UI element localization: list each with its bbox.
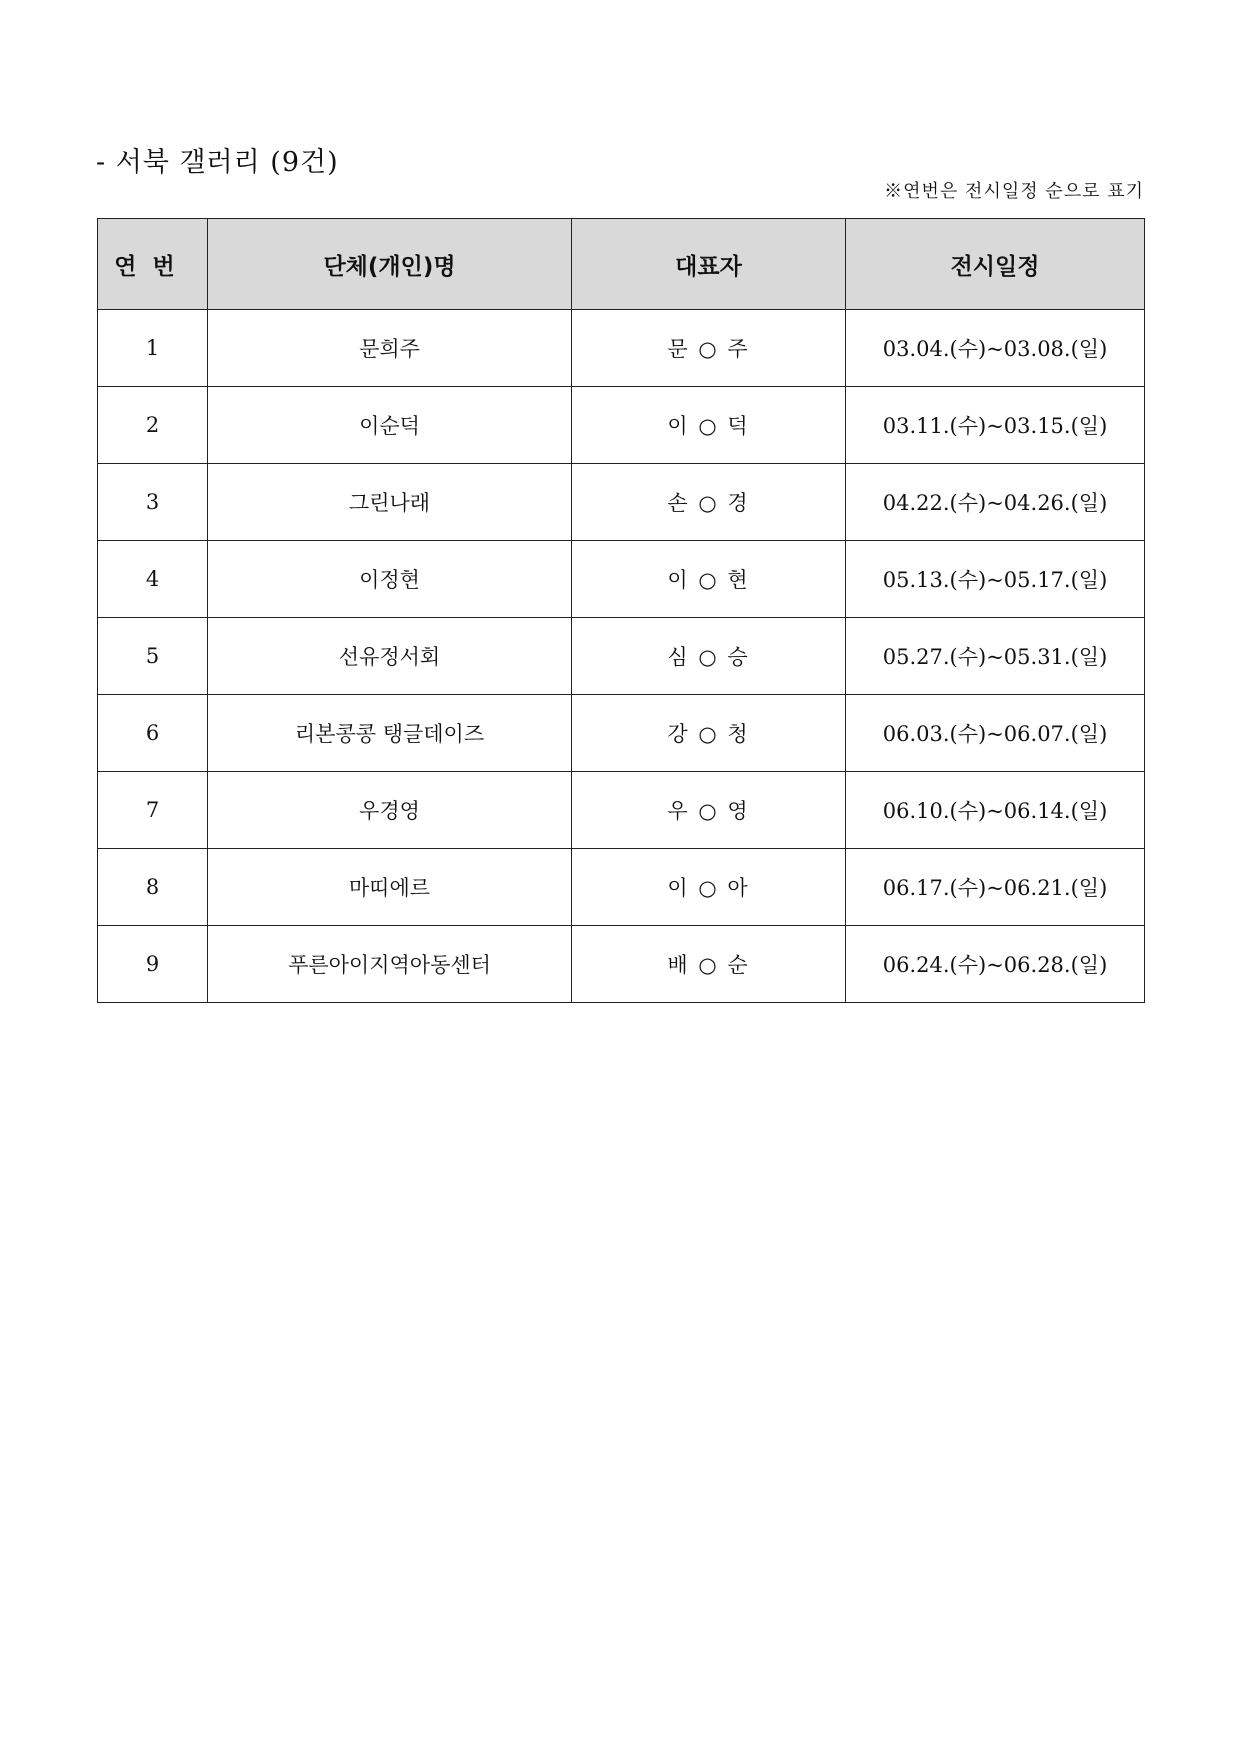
cell-organization-name: 푸른아이지역아동센터 bbox=[208, 926, 572, 1003]
cell-organization-name: 마띠에르 bbox=[208, 849, 572, 926]
table-row bbox=[98, 310, 1145, 387]
header-row bbox=[98, 219, 1145, 310]
cell-representative: 손 ○ 경 bbox=[572, 464, 846, 541]
cell-representative: 우 ○ 영 bbox=[572, 772, 846, 849]
header-serial-number: 연번 bbox=[98, 219, 208, 310]
cell-serial-number: 7 bbox=[98, 772, 208, 849]
cell-serial-number: 9 bbox=[98, 926, 208, 1003]
cell-exhibition-schedule: 06.17.(수)~06.21.(일) bbox=[846, 849, 1145, 926]
cell-representative: 이 ○ 현 bbox=[572, 541, 846, 618]
cell-exhibition-schedule: 04.22.(수)~04.26.(일) bbox=[846, 464, 1145, 541]
cell-organization-name: 우경영 bbox=[208, 772, 572, 849]
header-organization-name: 단체(개인)명 bbox=[208, 219, 572, 310]
cell-serial-number: 2 bbox=[98, 387, 208, 464]
header-exhibition-schedule: 전시일정 bbox=[846, 219, 1145, 310]
cell-representative: 배 ○ 순 bbox=[572, 926, 846, 1003]
cell-representative: 이 ○ 덕 bbox=[572, 387, 846, 464]
cell-representative: 이 ○ 아 bbox=[572, 849, 846, 926]
table-body bbox=[98, 310, 1145, 1003]
cell-serial-number: 1 bbox=[98, 310, 208, 387]
table-row bbox=[98, 849, 1145, 926]
table-row bbox=[98, 618, 1145, 695]
cell-serial-number: 5 bbox=[98, 618, 208, 695]
cell-representative: 심 ○ 승 bbox=[572, 618, 846, 695]
cell-exhibition-schedule: 06.03.(수)~06.07.(일) bbox=[846, 695, 1145, 772]
section-title: - 서북 갤러리 (9건) bbox=[96, 147, 339, 178]
cell-representative: 강 ○ 청 bbox=[572, 695, 846, 772]
cell-representative: 문 ○ 주 bbox=[572, 310, 846, 387]
table-row bbox=[98, 541, 1145, 618]
cell-exhibition-schedule: 03.11.(수)~03.15.(일) bbox=[846, 387, 1145, 464]
cell-organization-name: 이정현 bbox=[208, 541, 572, 618]
cell-exhibition-schedule: 03.04.(수)~03.08.(일) bbox=[846, 310, 1145, 387]
cell-organization-name: 문희주 bbox=[208, 310, 572, 387]
cell-organization-name: 그린나래 bbox=[208, 464, 572, 541]
cell-serial-number: 4 bbox=[98, 541, 208, 618]
ordering-note: ※연번은 전시일정 순으로 표기 bbox=[884, 181, 1144, 202]
header-representative: 대표자 bbox=[572, 219, 846, 310]
cell-serial-number: 6 bbox=[98, 695, 208, 772]
cell-organization-name: 이순덕 bbox=[208, 387, 572, 464]
exhibition-schedule-table bbox=[97, 218, 1145, 1003]
table-row bbox=[98, 464, 1145, 541]
cell-exhibition-schedule: 05.27.(수)~05.31.(일) bbox=[846, 618, 1145, 695]
table-row bbox=[98, 926, 1145, 1003]
table-row bbox=[98, 387, 1145, 464]
cell-exhibition-schedule: 05.13.(수)~05.17.(일) bbox=[846, 541, 1145, 618]
cell-serial-number: 3 bbox=[98, 464, 208, 541]
cell-organization-name: 선유정서회 bbox=[208, 618, 572, 695]
table-row bbox=[98, 695, 1145, 772]
table-row bbox=[98, 772, 1145, 849]
cell-exhibition-schedule: 06.10.(수)~06.14.(일) bbox=[846, 772, 1145, 849]
cell-exhibition-schedule: 06.24.(수)~06.28.(일) bbox=[846, 926, 1145, 1003]
cell-serial-number: 8 bbox=[98, 849, 208, 926]
table-header bbox=[98, 219, 1145, 310]
cell-organization-name: 리본콩콩 탱글데이즈 bbox=[208, 695, 572, 772]
